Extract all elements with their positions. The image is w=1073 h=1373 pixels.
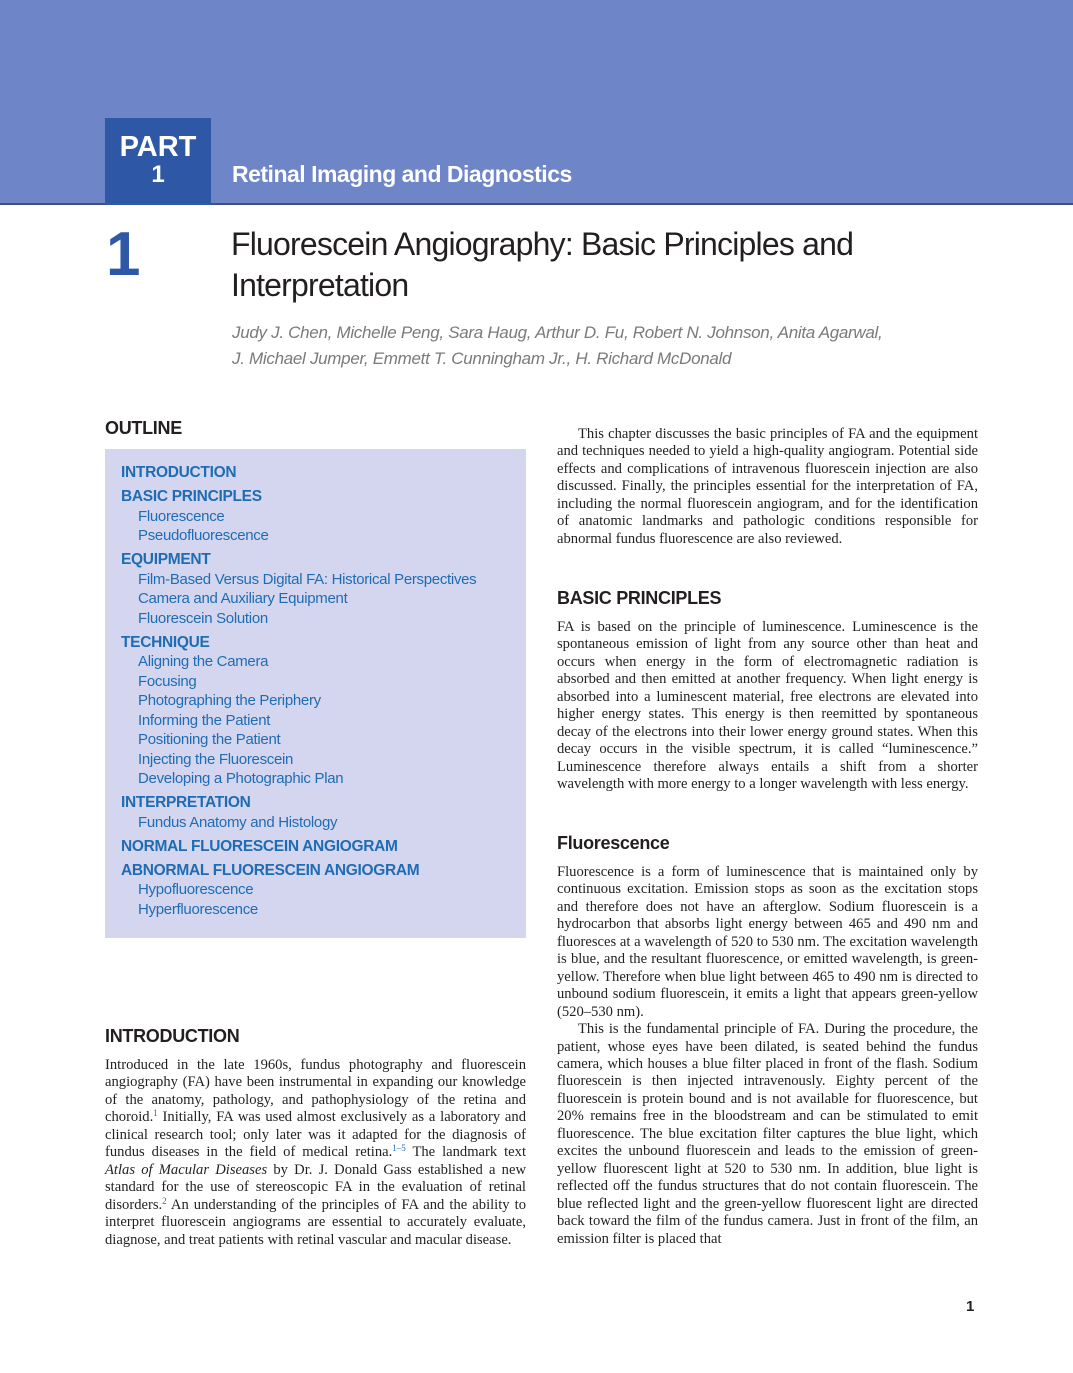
outline-subsection-link[interactable]: Injecting the Fluorescein — [138, 750, 294, 768]
part-number: 1 — [151, 161, 165, 188]
outline-subsection-link[interactable]: Photographing the Periphery — [138, 692, 321, 709]
basic-principles-paragraph: FA is based on the principle of luminescence. Luminescence is the spontaneous emission of light from any source other than heat and occurs when energy in the form of electromagnetic radiation is absorbed and then emitted at another frequency. When light energy is absorbed into a luminescent material, free electrons are elevated into higher energy states. This energy is then reemitted by spontaneous decay of the electrons into their lower energy ground states. When this decay occurs in the visible spectrum, it is called “luminescence.” Luminescence therefore always entails a shift from a shorter wavelength with more energy to a longer wavelength with less energy. — [557, 619, 978, 793]
outline-subsection-link[interactable]: Film-Based Versus Digital FA: Historical Perspectives — [138, 570, 477, 588]
fluorescence-body — [557, 864, 978, 1248]
outline-list — [121, 463, 476, 919]
fluorescence-paragraph-1: Fluorescence is a form of luminescence that is maintained only by continuous excitation. Emission stops as soon as the excitation stops and therefore does not have an afterglow. Sodium fluorescein is a hydrocarbon that absorbs light energy between 465 and 490 nm and fluoresces at a wavelength of 520 to 530 nm. The excitation wavelength is blue, and the resultant fluorescence, or emitted wavelength, is green-yellow. Therefore when blue light between 465 to 490 nm is directed to unbound sodium fluorescein, it emits a light that appears green-yellow (520–530 nm). — [557, 864, 978, 1020]
outline-subsection-link[interactable]: Fundus Anatomy and Histology — [138, 813, 338, 831]
outline-subsection-link[interactable]: Pseudofluorescence — [138, 527, 269, 544]
book-title: Atlas of Macular Diseases — [105, 1161, 268, 1178]
outline-subsection-link[interactable]: Fluorescence — [138, 507, 225, 525]
page-number: 1 — [966, 1298, 975, 1315]
citation-ref[interactable]: 1–5 — [392, 1143, 406, 1154]
fluorescence-heading: Fluorescence — [557, 833, 670, 853]
fluorescence-paragraph-2: This is the fundamental principle of FA. During the procedure, the patient, whose eyes have been dilated, is seated behind the fundus camera, which houses a blue filter placed in front of the flash. Sodium fluorescein is then injected intravenously. Eighty percent of the fluorescein is protein bound and is not available for fluorescence, but 20% remains free in the bloodstream and can be stimulated to emit fluorescence. The blue excitation filter captures the blue light, which excites the unbound fluorescein and leads to the emission of green-yellow fluorescent light at 520 to 530 nm. In addition, blue light is reflected off the fundus structures that do not contain fluorescein. The blue reflected light and the green-yellow fluorescent light are directed back toward the film of the fundus camera. Just in front of the film, an emission filter is placed that — [557, 1021, 978, 1247]
outline-subsection-link[interactable]: Camera and Auxiliary Equipment — [138, 590, 348, 607]
outline-subsection-link[interactable]: Positioning the Patient — [138, 731, 281, 748]
part-box — [105, 118, 211, 205]
part-title: Retinal Imaging and Diagnostics — [232, 161, 572, 187]
outline-section-link[interactable]: TECHNIQUE — [121, 633, 210, 651]
citation-ref[interactable]: 2 — [162, 1195, 167, 1206]
outline-subsection-link[interactable]: Focusing — [138, 672, 197, 690]
outline-section-link[interactable]: INTRODUCTION — [121, 464, 237, 481]
outline-subsection-link[interactable]: Informing the Patient — [138, 711, 271, 729]
basic-principles-heading: BASIC PRINCIPLES — [557, 588, 722, 608]
authors-line-2: J. Michael Jumper, Emmett T. Cunningham Jr., H. Richard McDonald — [232, 349, 732, 368]
citation-ref[interactable]: 1 — [153, 1108, 158, 1119]
chapter-intro-paragraph: This chapter discusses the basic principles of FA and the equipment and techniques needed to yield a high-quality angiogram. Potential side effects and complications of intravenous fluorescein injection are also discussed. Finally, the principles essential for the interpretation of FA, including the normal fluorescein angiogram, and for the identification of anatomic landmarks and pathologic conditions responsible for abnormal fundus fluorescence are also reviewed. — [557, 426, 978, 547]
outline-section-link[interactable]: EQUIPMENT — [121, 551, 211, 568]
outline-subsection-link[interactable]: Developing a Photographic Plan — [138, 770, 344, 787]
outline-section-link[interactable]: ABNORMAL FLUORESCEIN ANGIOGRAM — [121, 861, 420, 879]
outline-subsection-link[interactable]: Fluorescein Solution — [138, 609, 268, 627]
chapter-authors — [232, 320, 932, 372]
basic-principles-body — [557, 619, 978, 794]
chapter-intro — [557, 426, 978, 548]
chapter-number: 1 — [106, 220, 141, 289]
outline-section-link[interactable]: NORMAL FLUORESCEIN ANGIOGRAM — [121, 837, 398, 855]
outline-subsection-link[interactable]: Hypofluorescence — [138, 881, 254, 898]
outline-heading: OUTLINE — [105, 418, 182, 438]
part-label: PART — [119, 131, 197, 163]
introduction-body — [105, 1057, 526, 1249]
outline-subsection-link[interactable]: Aligning the Camera — [138, 653, 269, 670]
outline-section-link[interactable]: INTERPRETATION — [121, 794, 251, 811]
outline-subsection-link[interactable]: Hyperfluorescence — [138, 900, 258, 918]
authors-line-1: Judy J. Chen, Michelle Peng, Sara Haug, Arthur D. Fu, Robert N. Johnson, Anita Agarwal, — [232, 323, 883, 342]
introduction-heading: INTRODUCTION — [105, 1026, 240, 1046]
chapter-title: Fluorescein Angiography: Basic Principles and Interpretation — [231, 226, 854, 303]
outline-section-link[interactable]: BASIC PRINCIPLES — [121, 488, 262, 505]
introduction-paragraph: Introduced in the late 1960s, fundus photography and fluorescein angiography (FA) have been instrumental in expanding our knowledge of the anatomy, pathology, and pathophysiology of the retina and choroid.$^1$ Initially, FA was used almost exclusively as a laboratory and clinical research tool; only later was it adapted for the diagnosis of fundus diseases in the field of medical retina.$^{1-5}$ The landmark text Atlas of Macular Diseases by Dr. J. Donald Gass established a new standard for the use of stereoscopic FA in the evaluation of retinal disorders.$^2$ An understanding of the principles of FA and the ability to interpret fluorescein angiograms are essential to accurately evaluate, diagnose, and treat patients with retinal vascular and macular disease. — [105, 1057, 526, 1248]
